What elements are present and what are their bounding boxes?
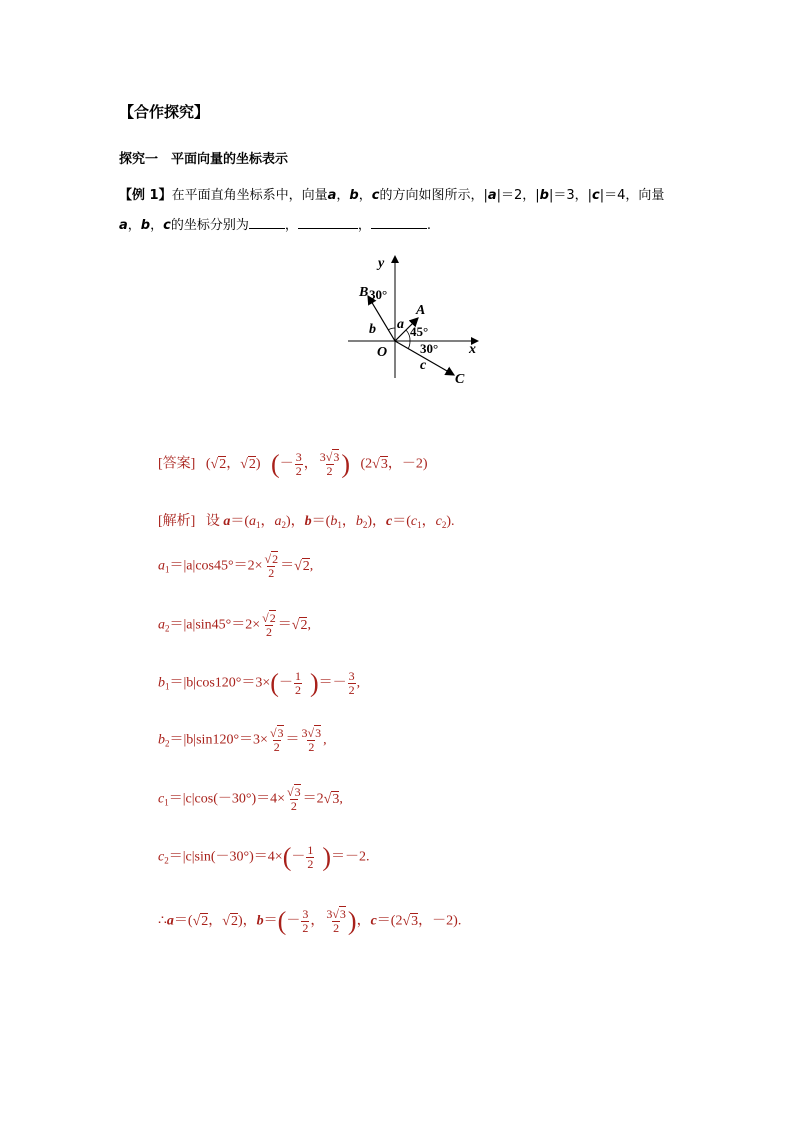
- question-text: 在平面直角坐标系中，向量: [171, 188, 328, 203]
- analysis-b2: $b_2=|b|\sin 120^\circ=3\times$ $\frac{√3}{2}$ ＝ $\frac{3√3}{2}$ ,: [158, 726, 327, 754]
- value: －2: [345, 849, 367, 865]
- value: －2: [432, 913, 454, 929]
- expr: ＝|a|cos45°＝2×: [169, 558, 263, 574]
- var-b: b: [539, 188, 549, 203]
- paren: (: [282, 842, 292, 872]
- sqrt: √2: [264, 552, 279, 566]
- question-text: 的坐标分别为: [170, 218, 249, 233]
- var-a: a: [327, 188, 337, 203]
- radicand: 3: [332, 791, 340, 807]
- paren: (: [271, 449, 280, 479]
- angle-c-label: 30°: [420, 341, 439, 356]
- numerator: [325, 908, 347, 921]
- sqrt: √2: [222, 913, 238, 929]
- radicand: 3: [315, 726, 322, 740]
- radicand: 3: [294, 785, 301, 799]
- vector-diagram: [340, 250, 490, 390]
- sqrt: √3: [332, 907, 346, 921]
- answer-blank[interactable]: [298, 214, 358, 229]
- sqrt: √3: [307, 726, 322, 740]
- fraction: [269, 727, 285, 754]
- analysis-conclusion: ∴a＝(√2，√2)，b＝(－ $\frac{3}{2}$ ， $\frac{3√3}{2}$ )，c＝(2√3，－2).: [158, 906, 462, 936]
- analysis-c2: $c_2=|c|\sin(-30^\circ)=4\times(-$ $\frac{1}{2}$ )＝－2.: [158, 842, 370, 872]
- denominator: 2: [294, 683, 301, 697]
- sqrt: √2: [294, 558, 310, 574]
- angle-a-label: 45°: [410, 324, 429, 339]
- vector-a-label: a: [397, 317, 404, 332]
- var-a: a: [487, 188, 497, 203]
- denominator: 2: [348, 683, 355, 697]
- sep: ，: [150, 218, 164, 233]
- sqrt: √2: [240, 456, 256, 472]
- numerator: 1: [307, 843, 314, 857]
- axis-y-label: y: [378, 256, 385, 271]
- radicand: 2: [219, 456, 227, 472]
- fraction: [294, 670, 302, 697]
- sqrt: √2: [262, 611, 276, 625]
- digit: 3: [319, 450, 326, 464]
- fraction: [263, 553, 279, 580]
- expr: ＝|b|cos120°＝3×: [169, 675, 271, 691]
- sep: ，: [284, 218, 298, 233]
- numerator: 3: [302, 907, 309, 921]
- minus: －: [332, 675, 347, 691]
- period: .: [426, 218, 432, 233]
- expr: ＝|c|sin(－30°)＝4×: [168, 849, 283, 865]
- fraction: [286, 786, 302, 813]
- sep: ，: [127, 218, 141, 233]
- minus: －: [291, 849, 306, 865]
- sqrt: √2: [192, 913, 209, 929]
- analysis-intro: [解析] 设 $a=(a_1$，$a_2$)，$b=(b_1$，$b_2$)，$c=(c_1$，$c_2$).: [158, 514, 455, 530]
- radicand: 2: [300, 617, 308, 633]
- answer-blank[interactable]: [371, 214, 427, 229]
- digit: 3: [301, 726, 308, 740]
- denominator: 2: [308, 740, 315, 754]
- answer-line: [答案] (√2，√2) (－ $\frac{3}{2}$ ， $\frac{3√3}{2}$ ) (2√3，－2): [158, 449, 428, 479]
- sep: ，: [358, 188, 372, 203]
- question-text: 的方向如图所示，|: [379, 188, 488, 203]
- var-a: a: [119, 218, 128, 233]
- denominator: 2: [268, 566, 275, 580]
- numerator: 3: [295, 450, 302, 464]
- angle-c-arc: [408, 341, 410, 349]
- question-text: |＝4，向量: [599, 188, 665, 203]
- fraction: [295, 451, 303, 478]
- radicand: 2: [272, 552, 279, 566]
- digit: 2: [395, 913, 403, 929]
- sqrt: √3: [325, 450, 340, 464]
- denominator: 2: [326, 464, 333, 478]
- question-line-1: [119, 186, 664, 206]
- denominator: 2: [307, 857, 314, 871]
- analysis-c1: $c_1=|c|\cos(-30^\circ)=4\times$ $\frac{√3}{2}$ ＝2√3,: [158, 785, 343, 813]
- denominator: 2: [273, 740, 280, 754]
- expr: ＝|c|cos(－30°)＝4×: [168, 791, 286, 807]
- radicand: 2: [269, 611, 276, 625]
- comma: ，: [387, 456, 402, 472]
- digit: 3: [326, 907, 333, 921]
- numerator: [263, 553, 279, 566]
- numerator: [261, 612, 277, 625]
- radicand: 3: [411, 913, 419, 929]
- question-text: |＝3，|: [548, 188, 592, 203]
- fraction: [301, 727, 323, 754]
- answer-label: [答案]: [158, 456, 196, 472]
- numerator: [301, 727, 323, 740]
- angle-b-label: 30°: [369, 287, 388, 302]
- example-label: 【例 1】: [119, 188, 172, 203]
- value: －2: [401, 456, 423, 472]
- question-text: |＝2，|: [496, 188, 540, 203]
- radicand: 3: [277, 726, 284, 740]
- point-b-label: B: [359, 285, 369, 300]
- angle-b-arc: [388, 328, 395, 330]
- origin-label: O: [377, 345, 388, 360]
- denominator: 2: [333, 921, 340, 935]
- numerator: [319, 451, 341, 464]
- point-c-label: C: [455, 372, 465, 387]
- fraction: [325, 908, 347, 935]
- numerator: 3: [348, 669, 355, 683]
- sqrt: √3: [323, 791, 340, 807]
- sqrt: √3: [402, 913, 419, 929]
- var-c: c: [591, 188, 600, 203]
- paren: (: [270, 668, 279, 698]
- sqrt: √3: [287, 785, 301, 799]
- fraction: [301, 908, 309, 935]
- digit: 2: [316, 791, 324, 807]
- paren: ): [347, 906, 357, 936]
- var-c: c: [163, 218, 171, 233]
- analysis-b1: $b_1=|b|\cos 120^\circ=3\times(-$ $\frac{1}{2}$ )＝－ $\frac{3}{2}$ ,: [158, 668, 361, 698]
- sqrt: √2: [291, 617, 308, 633]
- sqrt: √2: [210, 456, 227, 472]
- comma: ，: [303, 456, 318, 472]
- analysis-label: [解析]: [158, 514, 196, 529]
- numerator: [269, 727, 285, 740]
- var-b: b: [140, 218, 151, 233]
- question-line-2: [119, 214, 431, 236]
- sqrt: √3: [372, 456, 388, 472]
- expr: ＝|b|sin120°＝3×: [169, 732, 268, 748]
- subsection-title: 探究一 平面向量的坐标表示: [119, 152, 289, 167]
- analysis-a1: $a_1=|a|\cos 45^\circ=2\times$ $\frac{√2}{2}$ ＝√2,: [158, 552, 314, 580]
- radicand: 2: [230, 913, 238, 929]
- radicand: 3: [380, 456, 388, 472]
- numerator: 1: [294, 669, 301, 683]
- fraction: [261, 612, 277, 639]
- comma: ，: [226, 456, 241, 472]
- vector-c-label: c: [420, 358, 427, 373]
- var-b: b: [349, 188, 359, 203]
- radicand: 2: [302, 558, 310, 574]
- paren: (: [277, 906, 287, 936]
- paren: ): [341, 449, 350, 479]
- denominator: 2: [295, 464, 302, 478]
- point-a-label: A: [416, 303, 426, 318]
- radicand: 3: [333, 450, 340, 464]
- var-c: c: [371, 188, 380, 203]
- radicand: 3: [339, 907, 346, 921]
- minus: －: [279, 456, 294, 472]
- sqrt: √3: [269, 726, 284, 740]
- minus: －: [278, 675, 293, 691]
- fraction: [348, 670, 356, 697]
- sep: ，: [336, 188, 350, 203]
- numerator: [286, 786, 302, 799]
- digit: 2: [365, 456, 373, 472]
- therefore: ∴: [158, 913, 167, 929]
- denominator: 2: [290, 799, 297, 813]
- denominator: 2: [265, 625, 272, 639]
- fraction: [306, 844, 314, 871]
- expr: ＝|a|sin45°＝2×: [169, 617, 261, 633]
- denominator: 2: [302, 921, 309, 935]
- radicand: 2: [201, 913, 209, 929]
- fraction: [319, 451, 341, 478]
- paren: ): [309, 668, 319, 698]
- axis-x-label: x: [469, 342, 476, 357]
- set-word: 设: [205, 514, 220, 529]
- sep: ，: [357, 218, 371, 233]
- analysis-a2: $a_2=|a|\sin 45^\circ=2\times$ $\frac{√2}{2}$ ＝√2,: [158, 611, 311, 639]
- minus: －: [286, 913, 301, 929]
- paren: ): [322, 842, 332, 872]
- radicand: 2: [248, 456, 256, 472]
- vector-b-label: b: [369, 322, 376, 337]
- answer-blank[interactable]: [249, 214, 285, 229]
- section-title: 【合作探究】: [119, 103, 210, 121]
